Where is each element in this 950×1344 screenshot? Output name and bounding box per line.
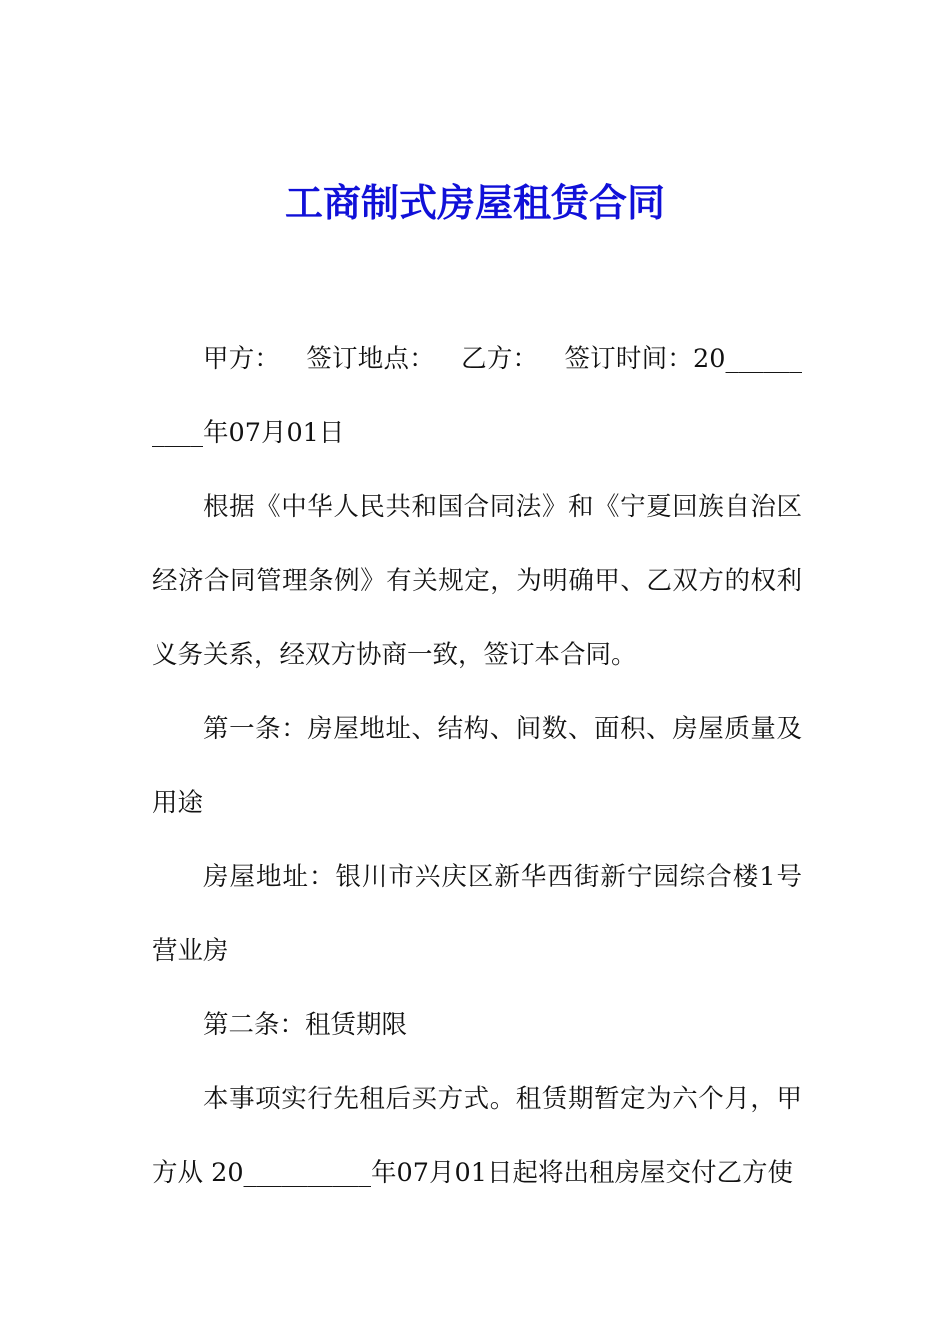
sign-place-label: 签订地点： xyxy=(306,344,435,374)
paragraph-preamble: 根据《中华人民共和国合同法》和《宁夏回族自治区经济合同管理条例》有关规定，为明确甲、乙双方的权利义务关系，经双方协商一致，签订本合同。 xyxy=(152,492,802,670)
paragraph-article-1-heading: 第一条：房屋地址、结构、间数、面积、房屋质量及用途 xyxy=(152,714,802,818)
document-title: 工商制式房屋租赁合同 xyxy=(284,180,665,225)
document-body xyxy=(152,322,802,1210)
paragraph-house-address: 房屋地址：银川市兴庆区新华西街新宁园综合楼1号营业房 xyxy=(152,862,802,966)
parties-line xyxy=(152,322,802,470)
paragraph-article-2-heading: 第二条：租赁期限 xyxy=(203,1010,408,1040)
party-a-label: 甲方： xyxy=(203,344,281,374)
party-b-label: 乙方： xyxy=(460,344,539,374)
paragraph-lease-term: 本事项实行先租后买方式。租赁期暂定为六个月，甲方从 20__________年07月01日起将出租房屋交付乙方使 xyxy=(152,1084,802,1188)
sign-time-label: 签订时间：20__________年07月01日 xyxy=(152,344,802,448)
